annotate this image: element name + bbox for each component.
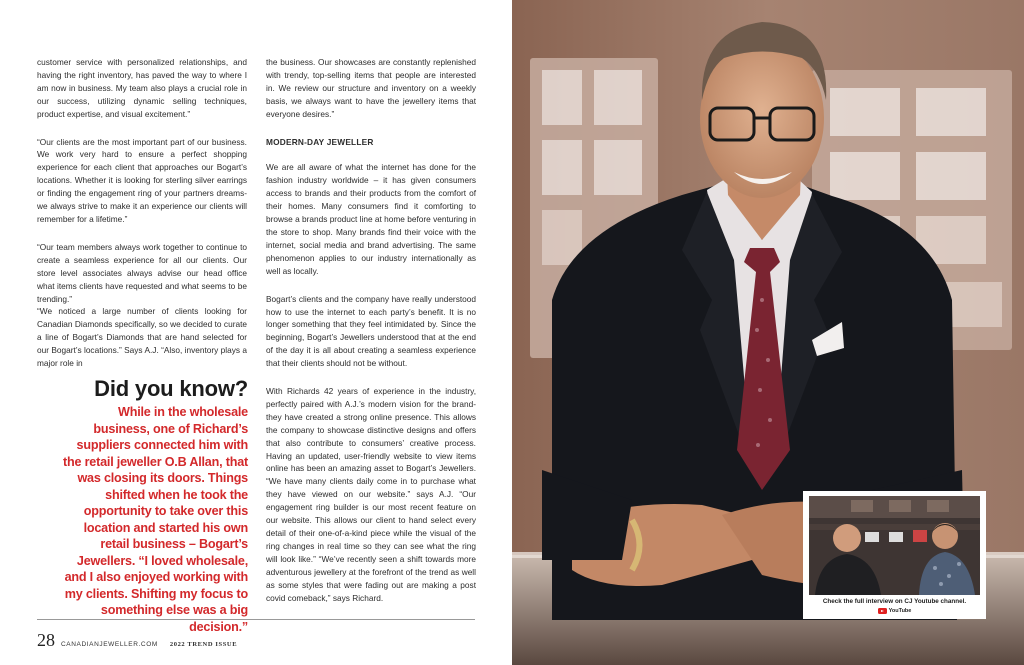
interview-thumbnail-image [809,496,980,595]
paragraph: We are all aware of what the internet has done for the fashion industry worldwide – it has given consumers access to brands and their products from the comfort of their homes. Many consumers find it comforting to browse a brands product line at home before venturing in the store to shop. Many brands find their voice with the internet, social media and brand advertising. The same phenomenon applies to our industry internationally as well as locally. [266,162,476,276]
article-column-2 [266,56,476,619]
issue-name: 2022 TREND ISSUE [169,641,238,648]
article-column-1 [37,56,247,385]
youtube-icon [878,608,887,614]
video-thumbnail[interactable] [809,496,980,595]
page-number: 28 [37,630,55,650]
footer-divider [37,619,475,620]
paragraph: the business. Our showcases are constantly replenished with trendy, top-selling items that people are interested in. We review our structure and inventory on a weekly basis, we always want to have the jewellery items that everyone desires.” [266,57,476,119]
youtube-badge[interactable] [803,608,986,614]
magazine-url: CANADIANJEWELLER.COM [61,641,158,648]
callout-text: While in the wholesale business, one of Richard’s suppliers connected him with the retail jeweller O.B Allan, that was closing its doors. Things shifted when he took the opportunity to take over this location and started his own retail business – Bogart’s Jewellers. “I loved wholesale, and I also enjoyed working with my clients. Shifting my focus to something else was a big decision.” [63,405,248,634]
did-you-know-callout [60,376,248,635]
paragraph: “We noticed a large number of clients looking for Canadian Diamonds specifically, so we decided to curate a line of Bogart’s Diamonds that are hand selected for our Bogart’s locations.” Says A.J. “Also, inventory plays a major role in [37,306,247,369]
section-heading: MODERN-DAY JEWELLER [266,136,374,147]
page-footer [37,630,237,650]
paragraph: “Our clients are the most important part of our business. We work very hard to ensure a perfect shopping experience for each client that approaches our Bogart’s locations. Whether it is looking for sterling silver earrings or finding the engagement ring of your partners dreams- we always strive to make it an experience our clients will remember for a lifetime.” [37,136,247,224]
callout-title: Did you know? [94,376,248,401]
video-inset[interactable] [803,491,986,619]
paragraph: customer service with personalized relationships, and having the right inventory, has paved the way to where I am now in business. My team also plays a crucial role in our success, utilizing dynamic selling techniques, product expertise, and visual excitement.” [37,57,247,119]
inset-caption: Check the full interview on CJ Youtube channel. [822,598,967,605]
paragraph: With Richards 42 years of experience in the industry, perfectly paired with A.J.’s modern vision for the brand- they have created a strong online presence. This allows the company to showcase distinctive designs and offers that also contribute to consumers’ creative process. Having an updated, user-friendly website to view items online has been an amazing asset to Bogart’s Jewellers. “We have many clients daily come in to purchase what they have viewed on our website.” says A.J. “Our engagement ring builder is our most recent feature on our website. This allows our client to hand select every detail of their one-of-a-kind piece while the visual of the ring changes in real time so they can see what the ring will look like.” “We’ve recently seen a shift towards more adventurous jewellery at the forefront of the trend as well as some styles that were fading out are making a post covid comeback,” says Richard. [266,386,476,603]
paragraph: “Our team members always work together to continue to create a seamless experience for all our clients. Our store level associates always advise our head office what items clients have requested and what seems to be trending.” [37,241,247,304]
youtube-label: YouTube [888,608,912,614]
paragraph: Bogart’s clients and the company have really understood how to use the internet to each party’s benefit. It is no longer something that they feel intimidated by. Since the beginning, Bogart’s Jewellers understood that at the end of the day it is all about creating a seamless experience that their clients should not be without. [266,293,476,369]
